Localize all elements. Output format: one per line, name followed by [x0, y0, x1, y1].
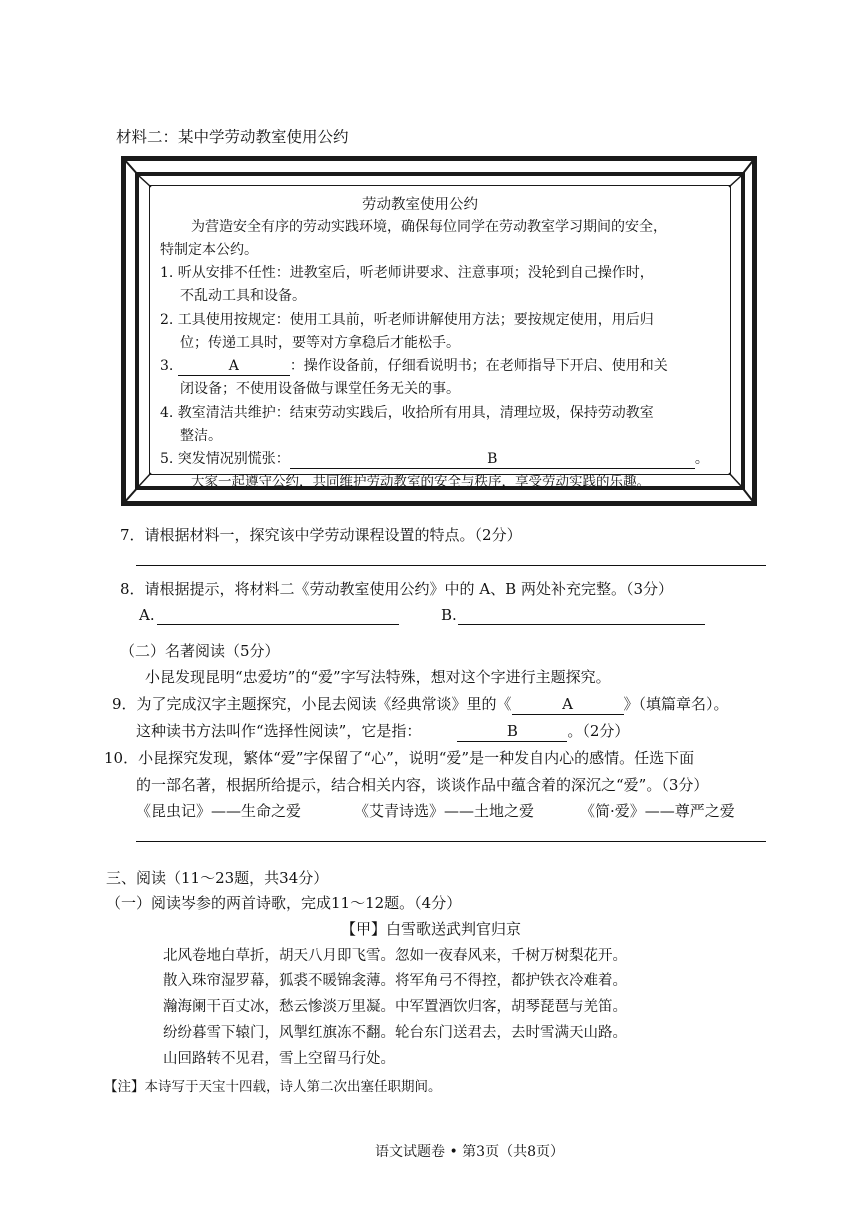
poem-line-2: 散入珠帘湿罗幕，狐裘不暖锦衾薄。将军角弓不得控，都护铁衣冷难着。 [163, 973, 627, 989]
section2-intro: 小昆发现昆明“忠爱坊”的“爱”字写法特殊，想对这个字进行主题探究。 [145, 668, 611, 686]
poem-line-4: 纷纷暮雪下辕门，风掣红旗冻不翻。轮台东门送君去，去时雪满天山路。 [163, 1025, 627, 1041]
question-8: 8．请根据提示，将材料二《劳动教室使用公约》中的 A、B 两处补充完整。（3分） [120, 580, 673, 598]
section2-title: （二）名著阅读（5分） [120, 642, 280, 660]
item3-number: 3. [160, 358, 174, 374]
convention-item-3b: 闭设备；不使用设备做与课堂任务无关的事。 [180, 381, 460, 397]
q10-option-1: 《昆虫记》——生命之爱 [136, 802, 302, 820]
q10-answer-line [136, 841, 766, 842]
convention-item-3a [160, 355, 668, 378]
convention-item-1a: 1. 听从安排不任性：进教室后，听老师讲要求、注意事项；没轮到自己操作时， [160, 265, 654, 281]
convention-item-2b: 位；传递工具时，要等对方拿稳后才能松手。 [180, 335, 460, 351]
q8-answer-line-a [157, 624, 399, 625]
blank-a: A [178, 357, 290, 376]
q9-blank-b: B [457, 722, 567, 742]
q9-text-d: 。（2分） [567, 722, 630, 740]
q8-label-b: B. [441, 606, 457, 624]
q10-option-3: 《简·爱》——尊严之爱 [580, 802, 735, 820]
convention-title: 劳动教室使用公约 [362, 197, 478, 213]
question-9-line1 [112, 693, 729, 715]
convention-item-4a: 4. 教室清洁共维护：结束劳动实践后，收拾所有用具，清理垃圾，保持劳动教室 [160, 405, 654, 421]
q9-text-b: 》（填篇章名）。 [623, 695, 729, 713]
frame-corner-lines [0, 0, 868, 520]
convention-intro-2: 特制定本公约。 [160, 242, 258, 258]
convention-closing: 大家一起遵守公约，共同维护劳动教室的安全与秩序，享受劳动实践的乐趣。 [191, 474, 650, 490]
section3-subtitle: （一）阅读岑参的两首诗歌，完成11～12题。（4分） [106, 894, 462, 912]
section3-title: 三、阅读（11～23题，共34分） [106, 869, 329, 887]
item5-text: 5. 突发情况别慌张： [160, 451, 290, 467]
q9-blank-a: A [512, 695, 624, 715]
convention-item-2a: 2. 工具使用按规定：使用工具前，听老师讲解使用方法；要按规定使用，用后归 [160, 312, 654, 328]
question-9-line2 [136, 720, 629, 742]
q9-text-c: 这种读书方法叫作“选择性阅读”，它是指： [136, 722, 422, 740]
page-footer: 语文试题卷 • 第3页（共8页） [375, 1144, 564, 1160]
item5-end: 。 [694, 451, 709, 467]
convention-item-5 [160, 448, 709, 471]
poem-line-5: 山回路转不见君，雪上空留马行处。 [163, 1051, 395, 1067]
q10-option-2: 《艾青诗选》——土地之爱 [354, 802, 535, 820]
blank-b: B [290, 450, 695, 469]
convention-item-1b: 不乱动工具和设备。 [180, 288, 306, 304]
poem-line-3: 瀚海阑干百丈冰，愁云惨淡万里凝。中军置酒饮归客，胡琴琵琶与羌笛。 [163, 999, 627, 1015]
q7-answer-line [136, 565, 766, 566]
question-7: 7．请根据材料一，探究该中学劳动课程设置的特点。（2分） [120, 526, 522, 544]
poem-line-1: 北风卷地白草折，胡天八月即飞雪。忽如一夜春风来，千树万树梨花开。 [163, 948, 627, 964]
material2-title: 材料二：某中学劳动教室使用公约 [116, 128, 349, 146]
q9-text-a: 9．为了完成汉字主题探究，小昆去阅读《经典常谈》里的《 [112, 695, 512, 713]
question-10-line1: 10．小昆探究发现，繁体“爱”字保留了“心”，说明“爱”是一种发自内心的感情。任选下面 [104, 749, 695, 767]
convention-item-4b: 整洁。 [180, 428, 222, 444]
convention-intro-1: 为营造安全有序的劳动实践环境，确保每位同学在劳动教室学习期间的安全， [191, 219, 667, 235]
q8-label-a: A. [139, 606, 155, 624]
poem-note: 【注】本诗写于天宝十四载，诗人第二次出塞任职期间。 [104, 1079, 442, 1095]
q8-answer-line-b [458, 624, 705, 625]
item3-text: ：操作设备前，仔细看说明书；在老师指导下开启、使用和关 [289, 358, 668, 374]
question-10-line2: 的一部名著，根据所给提示，结合相关内容，谈谈作品中蕴含着的深沉之“爱”。（3分） [136, 776, 709, 794]
poem-title: 【甲】白雪歌送武判官归京 [341, 920, 522, 938]
